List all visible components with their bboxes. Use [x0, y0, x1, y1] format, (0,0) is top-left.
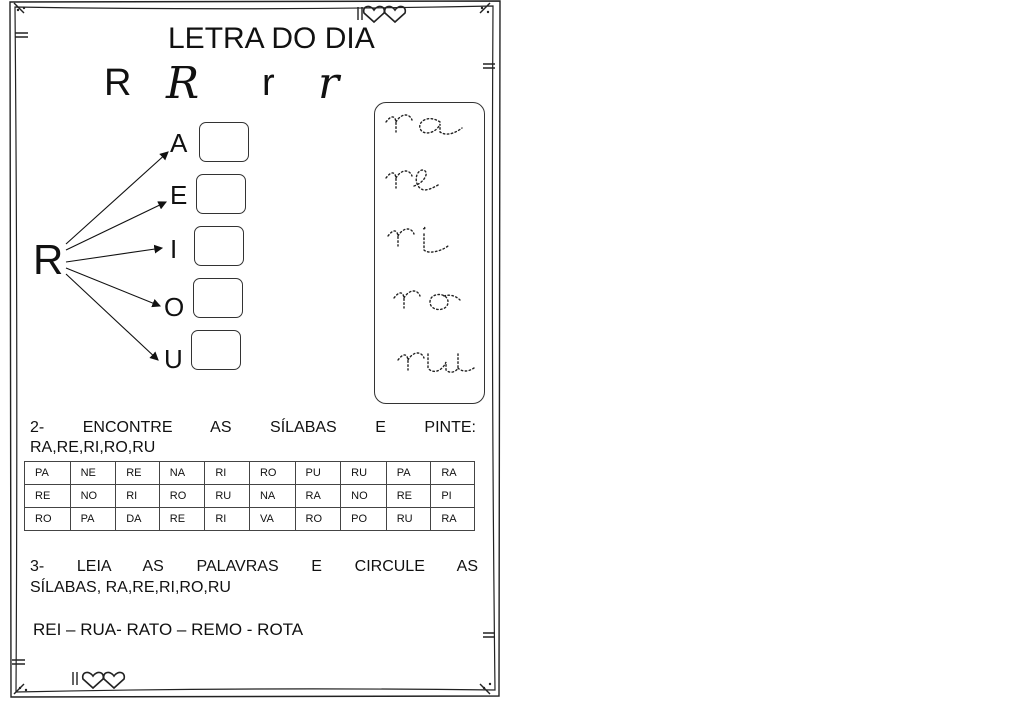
syllable-cell[interactable]: RO — [249, 462, 295, 485]
syllable-cell[interactable]: RO — [25, 508, 71, 531]
uppercase-print-letter: R — [104, 62, 132, 104]
syllable-cell[interactable]: RI — [205, 508, 250, 531]
lowercase-print-letter: r — [262, 62, 275, 104]
syllable-cell[interactable]: RO — [159, 485, 205, 508]
syllable-cell[interactable]: PA — [386, 462, 431, 485]
word-list: REI – RUA- RATO – REMO - ROTA — [33, 620, 304, 639]
grid-row — [25, 485, 475, 508]
syllable-cell[interactable]: RU — [205, 485, 250, 508]
vowel-i: I — [170, 234, 178, 264]
syllable-cell[interactable]: RU — [386, 508, 431, 531]
vowel-u: U — [164, 344, 183, 374]
syllable-cell[interactable]: NA — [159, 462, 205, 485]
question-3-line2: SÍLABAS, RA,RE,RI,RO,RU — [30, 579, 231, 596]
syllable-cell[interactable]: RI — [205, 462, 250, 485]
question-2-line2: RA,RE,RI,RO,RU — [30, 439, 156, 456]
trace-re — [386, 170, 440, 190]
syllable-cell[interactable]: NO — [341, 485, 387, 508]
syllable-cell[interactable]: VA — [249, 508, 295, 531]
syllable-cell[interactable]: RO — [295, 508, 341, 531]
question-3-line1: 3- LEIA AS PALAVRAS E CIRCULE AS — [30, 558, 478, 575]
syllable-cell[interactable]: RE — [25, 485, 71, 508]
syllable-cell[interactable]: NO — [70, 485, 116, 508]
syllable-cell[interactable]: PI — [431, 485, 475, 508]
lowercase-cursive-letter: r — [318, 58, 340, 109]
syllable-cell[interactable]: RA — [431, 508, 475, 531]
syllable-cell[interactable]: RI — [116, 485, 160, 508]
syllable-cell[interactable]: RE — [386, 485, 431, 508]
vowel-o: O — [164, 292, 185, 322]
page-title: LETRA DO DIA — [168, 22, 375, 55]
syllable-cell[interactable]: PU — [295, 462, 341, 485]
syllable-cell[interactable]: PA — [25, 462, 71, 485]
grid-row — [25, 508, 475, 531]
uppercase-cursive-letter: R — [166, 58, 200, 109]
trace-ri — [388, 227, 448, 252]
syllable-cell[interactable]: PA — [70, 508, 116, 531]
vowel-a: A — [170, 128, 188, 158]
vowel-e: E — [170, 180, 188, 210]
syllable-cell[interactable]: RE — [159, 508, 205, 531]
trace-ra — [386, 115, 462, 134]
syllable-cell[interactable]: NA — [249, 485, 295, 508]
syllable-cell[interactable]: RE — [116, 462, 160, 485]
grid-row — [25, 462, 475, 485]
syllable-cell[interactable]: NE — [70, 462, 116, 485]
syllable-cell[interactable]: RU — [341, 462, 387, 485]
trace-ro — [394, 291, 460, 310]
trace-ru — [398, 353, 474, 372]
syllable-cell[interactable]: RA — [431, 462, 475, 485]
syllable-cell[interactable]: DA — [116, 508, 160, 531]
syllable-grid — [24, 461, 475, 531]
syllable-cell[interactable]: RA — [295, 485, 341, 508]
syllable-cell[interactable]: PO — [341, 508, 387, 531]
question-2-line1: 2- ENCONTRE AS SÍLABAS E PINTE: — [30, 419, 476, 436]
root-letter: R — [33, 236, 64, 283]
